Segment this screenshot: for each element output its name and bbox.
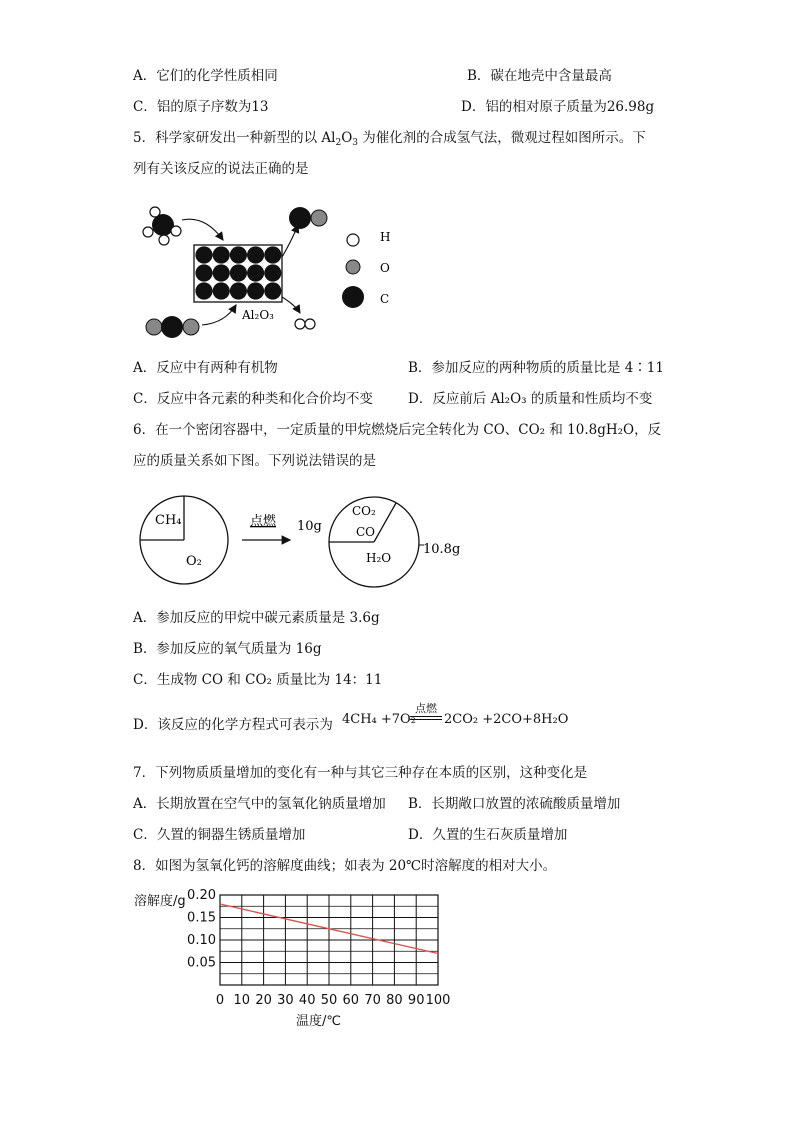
q5-option-d: D．反应前后 Al₂O₃ 的质量和性质均不变 [408,391,653,407]
catalyst-atom [247,282,264,299]
q8-stem: 8．如图为氢氧化钙的溶解度曲线；如表为 20℃时溶解度的相对大小。 [133,858,557,874]
q7-option-d: D．久置的生石灰质量增加 [408,827,568,843]
catalyst-atom [213,282,230,299]
svg-text:H₂O: H₂O [366,551,392,565]
chart-y-tick-label: 0.10 [187,933,216,948]
carbon-monoxide-molecule [289,207,327,229]
chart-x-tick-label: 40 [298,993,316,1008]
chart-x-tick-label: 60 [342,993,360,1008]
q5-option-b: B．参加反应的两种物质的质量比是 4∶11 [408,360,664,376]
mass-10g: 10g [297,519,322,534]
methane-molecule [143,207,181,245]
q6-stem-line-1: 6．在一个密闭容器中，一定质量的甲烷燃烧后完全转化为 CO、CO₂ 和 10.8gH₂O，反 [133,422,662,438]
chart-y-label: 溶解度/g [134,894,186,909]
q7-option-a: A．长期放置在空气中的氢氧化钠质量增加 [133,796,386,812]
catalyst-atom [195,282,212,299]
catalyst-atom [195,264,212,281]
q6-mass-diagram [130,490,470,590]
svg-text:CO: CO [356,525,376,539]
chart-x-tick-label: 100 [425,993,451,1008]
svg-text:CO₂: CO₂ [352,504,376,518]
catalyst-atom [247,246,264,263]
q5-molecule-diagram [130,195,410,345]
ignite-label: 点燃 [250,514,277,529]
chart-x-tick-label: 50 [320,993,338,1008]
mass-10-8g: 10.8g [423,542,461,557]
q4-option-c: C．铝的原子序数为13 [133,99,269,115]
q7-option-b: B．长期敞口放置的浓硫酸质量增加 [408,796,621,812]
catalyst-atom-grid [195,246,281,299]
q5-stem-line-2: 列有关该反应的说法正确的是 [133,161,309,177]
catalyst-atom [264,246,281,263]
chart-x-tick-label: 10 [233,993,251,1008]
catalyst-atom [264,264,281,281]
q6-option-c: C．生成物 CO 和 CO₂ 质量比为 14：11 [133,672,383,688]
q7-stem: 7．下列物质质量增加的变化有一种与其它三种存在本质的区别，这种变化是 [133,765,588,781]
chart-x-ticks [216,993,451,1008]
chart-x-label: 温度/℃ [296,1014,341,1029]
chart-x-tick-label: 30 [277,993,294,1008]
q6-option-b: B．参加反应的氧气质量为 16g [133,641,322,657]
chart-y-tick-label: 0.15 [187,910,216,926]
catalyst-atom [213,246,230,263]
q6-stem-line-2: 应的质量关系如下图。下列说法错误的是 [133,453,376,469]
catalyst-atom [230,246,247,263]
equation-rhs: 2CO₂ +2CO+8H₂O [444,712,569,727]
chart-x-tick-label: 90 [407,993,425,1008]
q5-stem-line-1: 5．科学家研发出一种新型的以 $Al_2O_3$ 为催化剂的合成氢气法，微观过程如图所示。下 [133,130,646,148]
q5-option-a: A．反应中有两种有机物 [133,360,278,376]
catalyst-atom [264,282,281,299]
q4-option-a: A．它们的化学性质相同 [133,68,278,84]
q6-option-a: A．参加反应的甲烷中碳元素质量是 3.6g [133,610,380,626]
chart-x-tick-label: 80 [386,993,403,1008]
equation-equals-sign [410,716,442,720]
svg-text:H: H [380,230,391,244]
svg-text:O: O [380,261,390,275]
chart-x-tick-label: 70 [364,993,381,1008]
chart-y-tick-label: 0.20 [187,888,216,903]
catalyst-label: Al₂O₃ [242,308,274,322]
atom-legend [342,230,390,308]
equation-condition: 点燃 [415,702,437,715]
catalyst-atom [230,264,247,281]
svg-text:CH₄: CH₄ [155,513,182,528]
chart-y-ticks [187,888,216,971]
catalyst-atom [213,264,230,281]
svg-text:O₂: O₂ [186,554,202,569]
equation-lhs: 4CH₄ +7O₂ [342,712,416,727]
q4-option-d: D．铝的相对原子质量为26.98g [461,99,655,115]
q4-option-b: B．碳在地壳中含量最高 [467,68,612,84]
product-pie [329,497,424,587]
chart-y-tick-label: 0.05 [187,955,216,971]
q5-option-c: C．反应中各元素的种类和化合价均不变 [133,391,373,407]
catalyst-atom [247,264,264,281]
q6-option-d: D．该反应的化学方程式可表示为 [133,717,333,733]
catalyst-atom [195,246,212,263]
chart-x-tick-label: 0 [215,993,225,1008]
carbon-dioxide-molecule [146,316,199,338]
solubility-chart [130,885,460,1035]
reactant-pie [140,496,228,584]
hydrogen-molecule [295,319,315,329]
chart-grid [220,895,438,985]
svg-text:C: C [380,292,390,306]
catalyst-atom [230,282,247,299]
q6-equation [342,712,416,727]
q7-option-c: C．久置的铜器生锈质量增加 [133,827,306,843]
chart-x-tick-label: 20 [255,993,272,1008]
